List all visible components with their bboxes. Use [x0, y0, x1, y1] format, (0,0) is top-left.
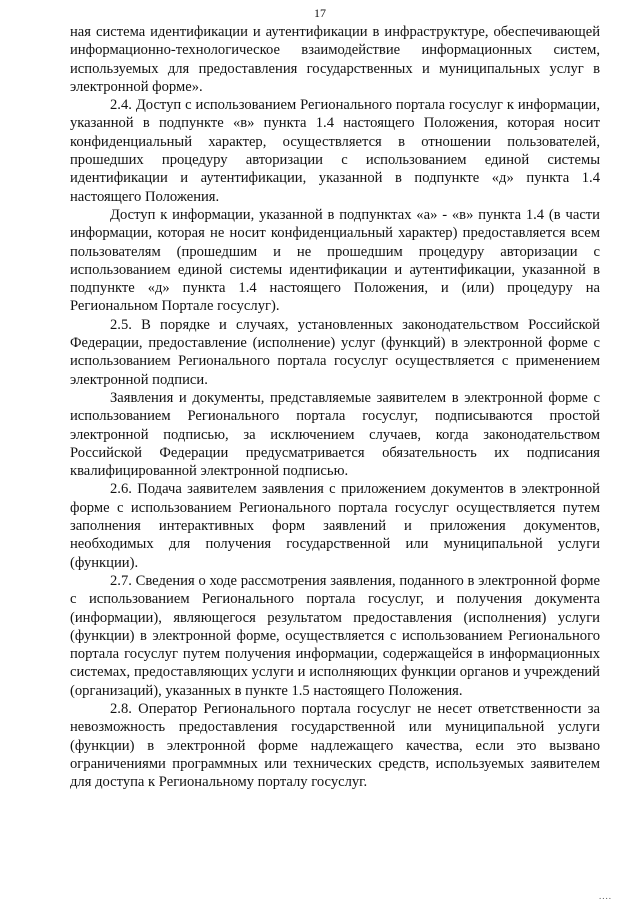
paragraph-2-6: 2.6. Подача заявителем заявления с приложением документов в электронной форме с использованием Регионального портала госуслуг осуществляется путем заполнения интерактивных форм заявлений и приложения документов, необходимых для получения государственной или муниципальной услуги (функции).	[70, 481, 600, 571]
corner-mark: ....	[599, 891, 612, 901]
paragraph-access-info: Доступ к информации, указанной в подпунктах «а» - «в» пункта 1.4 (в части информации, которая не носит конфиденциальный характер) предоставляется всем пользователям (прошедшим и не прошедшим процедуру авторизации с использованием единой системы идентификации и аутентификации, указанной в подпункте «д» пункта 1.4 настоящего Положения, и (или) процедуру на Региональном Портале госуслуг).	[70, 206, 600, 315]
paragraph-2-7: 2.7. Сведения о ходе рассмотрения заявления, поданного в электронной форме с использованием Регионального портала госуслуг, и получения документа (информации), являющегося результатом предоставления (исполнения) услуги (функции) в электронной форме, осуществляется с использованием Регионального портала госуслуг путем получения информации, содержащейся в информационных системах, предоставляющих услуги и исполняющих функции органов и учреждений (организаций), указанных в пункте 1.5 настоящего Положения.	[70, 572, 600, 699]
paragraph-2-8: 2.8. Оператор Регионального портала госуслуг не несет ответственности за невозможность предоставления государственной или муниципальной услуги (функции) в электронной форме надлежащего качества, если это вызвано ограничениями программных или технических средств, используемых заявителем для доступа к Региональному порталу госуслуг.	[70, 700, 600, 791]
paragraph-2-4: 2.4. Доступ с использованием Регионального портала госуслуг к информации, указанной в подпункте «в» пункта 1.4 настоящего Положения, которая носит конфиденциальный характер, осуществляется в отношении пользователей, прошедших процедуру авторизации с использованием единой системы идентификации и аутентификации, указанной в подпункте «д» пункта 1.4 настоящего Положения.	[70, 97, 600, 205]
page-number: 17	[314, 6, 326, 20]
paragraph-applications-signature: Заявления и документы, представляемые заявителем в электронной форме с использованием Регионального портала госуслуг, подписываются простой электронной подписью, за исключением случаев, когда законодательством Российской Федерации предусматривается обязательность их подписания квалифицированной электронной подписью.	[70, 389, 600, 480]
document-body	[70, 23, 600, 791]
paragraph-continuation: ная система идентификации и аутентификации в инфраструктуре, обеспечивающей информационно-технологическое взаимодействие информационных систем, используемых для предоставления государственных и муниципальных услуг в электронной форме».	[70, 24, 600, 95]
paragraph-2-5: 2.5. В порядке и случаях, установленных законодательством Российской Федерации, предоставление (исполнение) услуг (функций) в электронной форме с использованием Регионального портала госуслуг осуществляется с применением электронной подписи.	[70, 316, 600, 388]
